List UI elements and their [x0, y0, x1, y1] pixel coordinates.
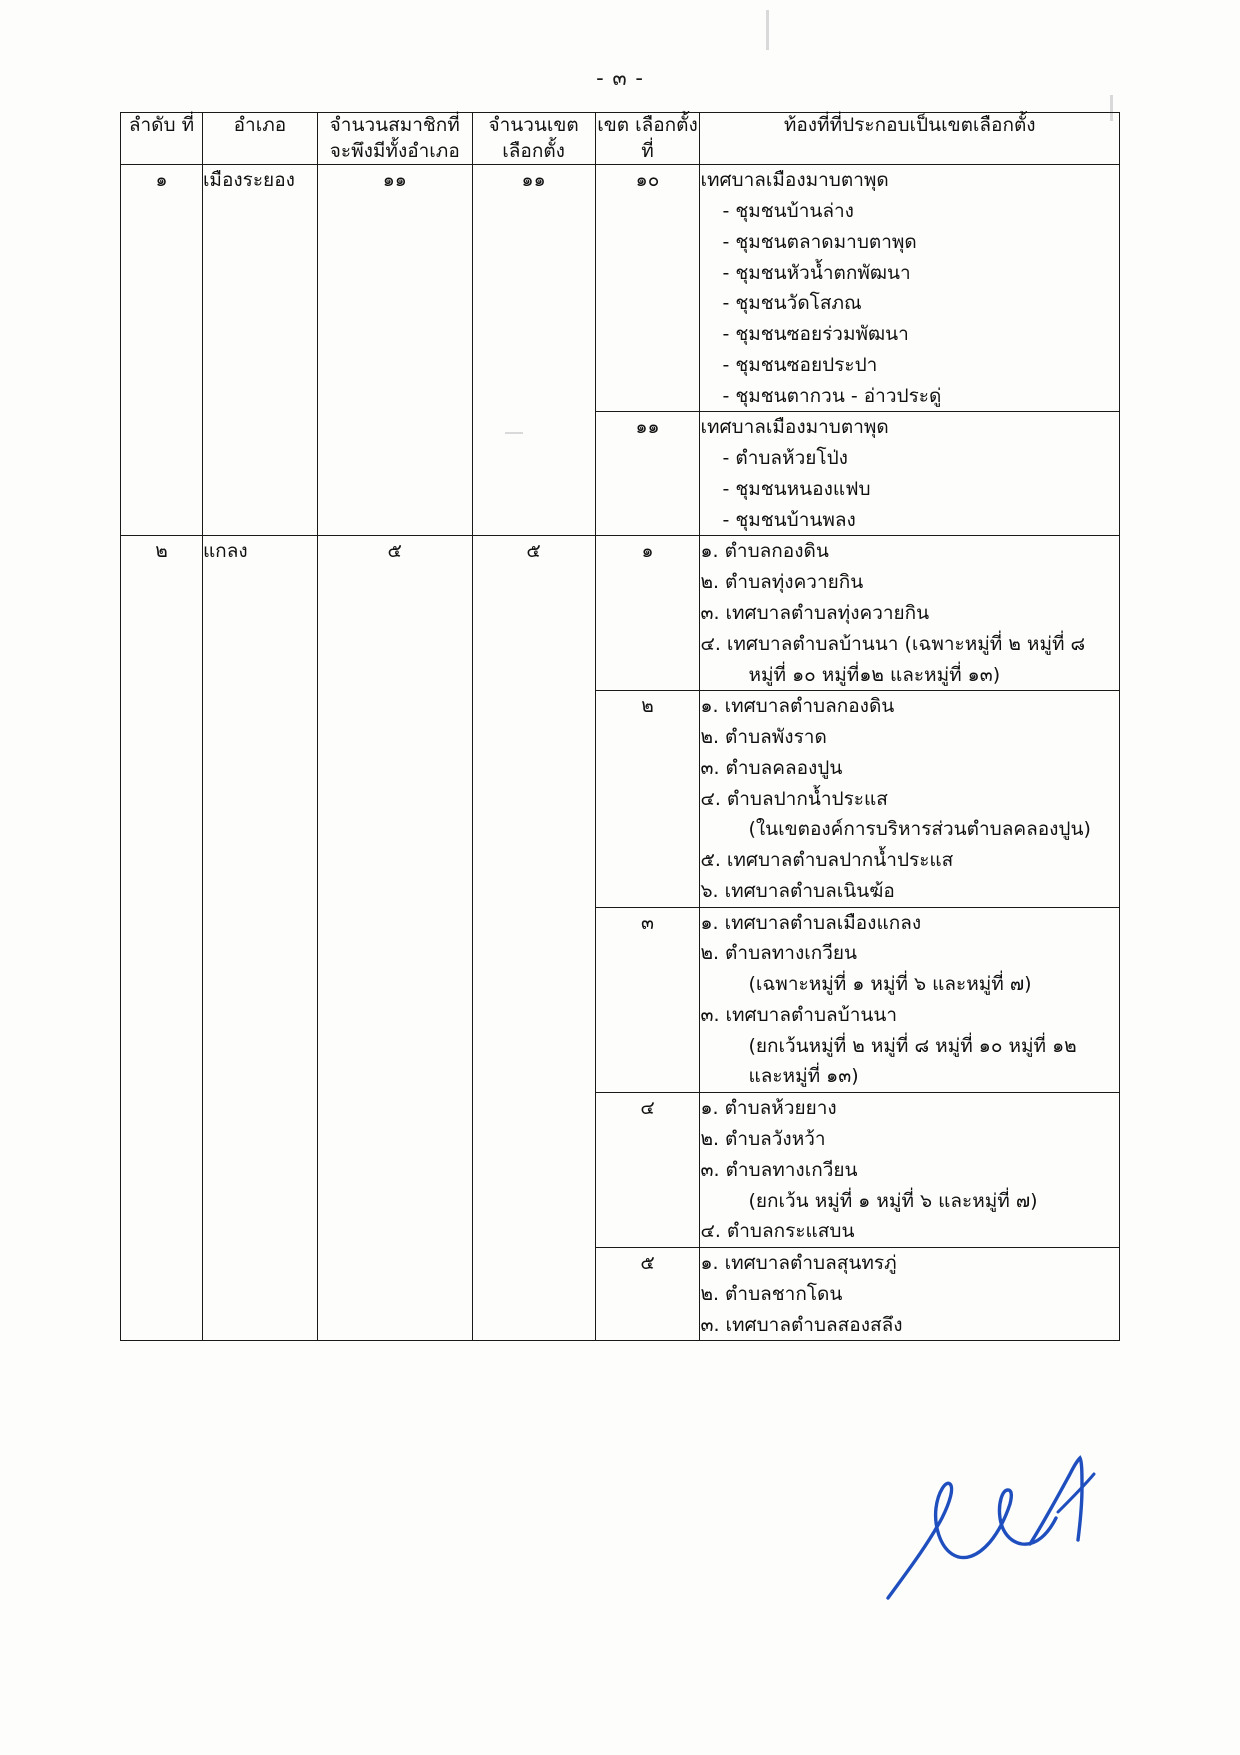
- area-line: - ชุมชนซอยร่วมพัฒนา: [722, 323, 909, 346]
- area-line: (ยกเว้นหมู่ที่ ๒ หมู่ที่ ๘ หมู่ที่ ๑๐ หมู่ที่ ๑๒: [748, 1034, 1077, 1057]
- cell-no: ๑: [121, 165, 203, 536]
- area-line: - ชุมชนหัวน้ำตกพัฒนา: [722, 261, 911, 284]
- area-line: - ชุมชนหนองแฟบ: [722, 477, 871, 500]
- area-line: ๒. ตำบลทางเกวียน: [700, 942, 858, 965]
- area-line: เทศบาลเมืองมาบตาพุด: [700, 169, 889, 192]
- area-line: ๔. เทศบาลตำบลบ้านนา (เฉพาะหมู่ที่ ๒ หมู่ที่ ๘: [700, 632, 1086, 655]
- signature: [880, 1448, 1130, 1628]
- cell-amphoe: เมืองระยอง: [202, 165, 317, 536]
- area-line: - ชุมชนซอยประปา: [722, 353, 878, 376]
- area-line: เทศบาลเมืองมาบตาพุด: [700, 416, 889, 439]
- area-line: ๒. ตำบลชากโดน: [700, 1282, 843, 1305]
- cell-members: ๕: [317, 536, 472, 1341]
- area-line: ๑. เทศบาลตำบลกองดิน: [700, 695, 895, 718]
- cell-zone-no: ๓: [595, 907, 700, 1093]
- area-line: ๑. ตำบลกองดิน: [700, 540, 829, 563]
- cell-zones: ๑๑: [472, 165, 595, 536]
- cell-areas: [700, 412, 1120, 536]
- area-line: (ยกเว้น หมู่ที่ ๑ หมู่ที่ ๖ และหมู่ที่ ๗): [748, 1189, 1038, 1212]
- cell-zone-no: ๑๐: [595, 165, 700, 412]
- cell-areas: [700, 1248, 1120, 1341]
- table-header: [121, 113, 1120, 165]
- cell-zone-no: ๔: [595, 1093, 700, 1248]
- area-line: (ในเขตองค์การบริหารส่วนตำบลคลองปูน): [748, 818, 1091, 841]
- area-line: และหมู่ที่ ๑๓): [748, 1065, 859, 1088]
- election-zones-table: [120, 112, 1120, 1341]
- area-line: ๓. เทศบาลตำบลบ้านนา: [700, 1003, 898, 1026]
- cell-zone-no: ๕: [595, 1248, 700, 1341]
- cell-areas: [700, 691, 1120, 907]
- area-line: ๓. เทศบาลตำบลทุ่งควายกิน: [700, 602, 930, 624]
- scan-artifact-top: [766, 10, 769, 50]
- area-line: ๔. ตำบลกระแสบน: [700, 1220, 855, 1243]
- page-number: - ๓ -: [596, 66, 644, 90]
- area-line: - ตำบลห้วยโป่ง: [722, 447, 848, 470]
- area-line: ๓. เทศบาลตำบลสองสลึง: [700, 1313, 903, 1336]
- cell-areas: [700, 165, 1120, 412]
- area-line: ๒. ตำบลวังหว้า: [700, 1128, 826, 1151]
- cell-zone-no: ๑: [595, 536, 700, 691]
- header-zones: จำนวนเขต เลือกตั้ง: [472, 113, 595, 165]
- cell-members: ๑๑: [317, 165, 472, 536]
- table-row: [121, 536, 1120, 691]
- area-line: - ชุมชนวัดโสภณ: [722, 292, 862, 315]
- header-areas: ท้องที่ที่ประกอบเป็นเขตเลือกตั้ง: [700, 113, 1120, 165]
- area-line: (เฉพาะหมู่ที่ ๑ หมู่ที่ ๖ และหมู่ที่ ๗): [748, 973, 1032, 996]
- header-members: จำนวนสมาชิกที่ จะพึงมีทั้งอำเภอ: [317, 113, 472, 165]
- cell-zone-no: ๑๑: [595, 412, 700, 536]
- cell-areas: [700, 536, 1120, 691]
- header-zone-no: เขต เลือกตั้งที่: [595, 113, 700, 165]
- area-line: ๕. เทศบาลตำบลปากน้ำประแส: [700, 849, 954, 872]
- cell-no: ๒: [121, 536, 203, 1341]
- area-line: ๓. ตำบลคลองปูน: [700, 756, 843, 779]
- area-line: ๑. เทศบาลตำบลเมืองแกลง: [700, 911, 922, 934]
- header-amphoe: อำเภอ: [202, 113, 317, 165]
- area-line: - ชุมชนตากวน - อ่าวประดู่: [722, 384, 942, 407]
- area-line: - ชุมชนบ้านล่าง: [722, 200, 854, 223]
- cell-areas: [700, 1093, 1120, 1248]
- area-line: ๖. เทศบาลตำบลเนินฆ้อ: [700, 879, 895, 902]
- cell-amphoe: แกลง: [202, 536, 317, 1341]
- table-body: [121, 165, 1120, 1341]
- table-header-row: [121, 113, 1120, 165]
- area-line: - ชุมชนบ้านพลง: [722, 508, 856, 531]
- area-line: ๓. ตำบลทางเกวียน: [700, 1158, 858, 1181]
- table-row: [121, 165, 1120, 412]
- cell-zones: ๕: [472, 536, 595, 1341]
- area-line: - ชุมชนตลาดมาบตาพุด: [722, 230, 917, 253]
- area-line: ๒. ตำบลทุ่งควายกิน: [700, 571, 864, 594]
- header-no: ลำดับ ที่: [121, 113, 203, 165]
- cell-areas: [700, 907, 1120, 1093]
- cell-zone-no: ๒: [595, 691, 700, 907]
- area-line: ๑. ตำบลห้วยยาง: [700, 1097, 837, 1120]
- area-line: หมู่ที่ ๑๐ หมู่ที่๑๒ และหมู่ที่ ๑๓): [748, 663, 1001, 686]
- area-line: ๔. ตำบลปากน้ำประแส: [700, 787, 888, 810]
- area-line: ๒. ตำบลพังราด: [700, 726, 827, 749]
- area-line: ๑. เทศบาลตำบลสุนทรภู่: [700, 1252, 897, 1275]
